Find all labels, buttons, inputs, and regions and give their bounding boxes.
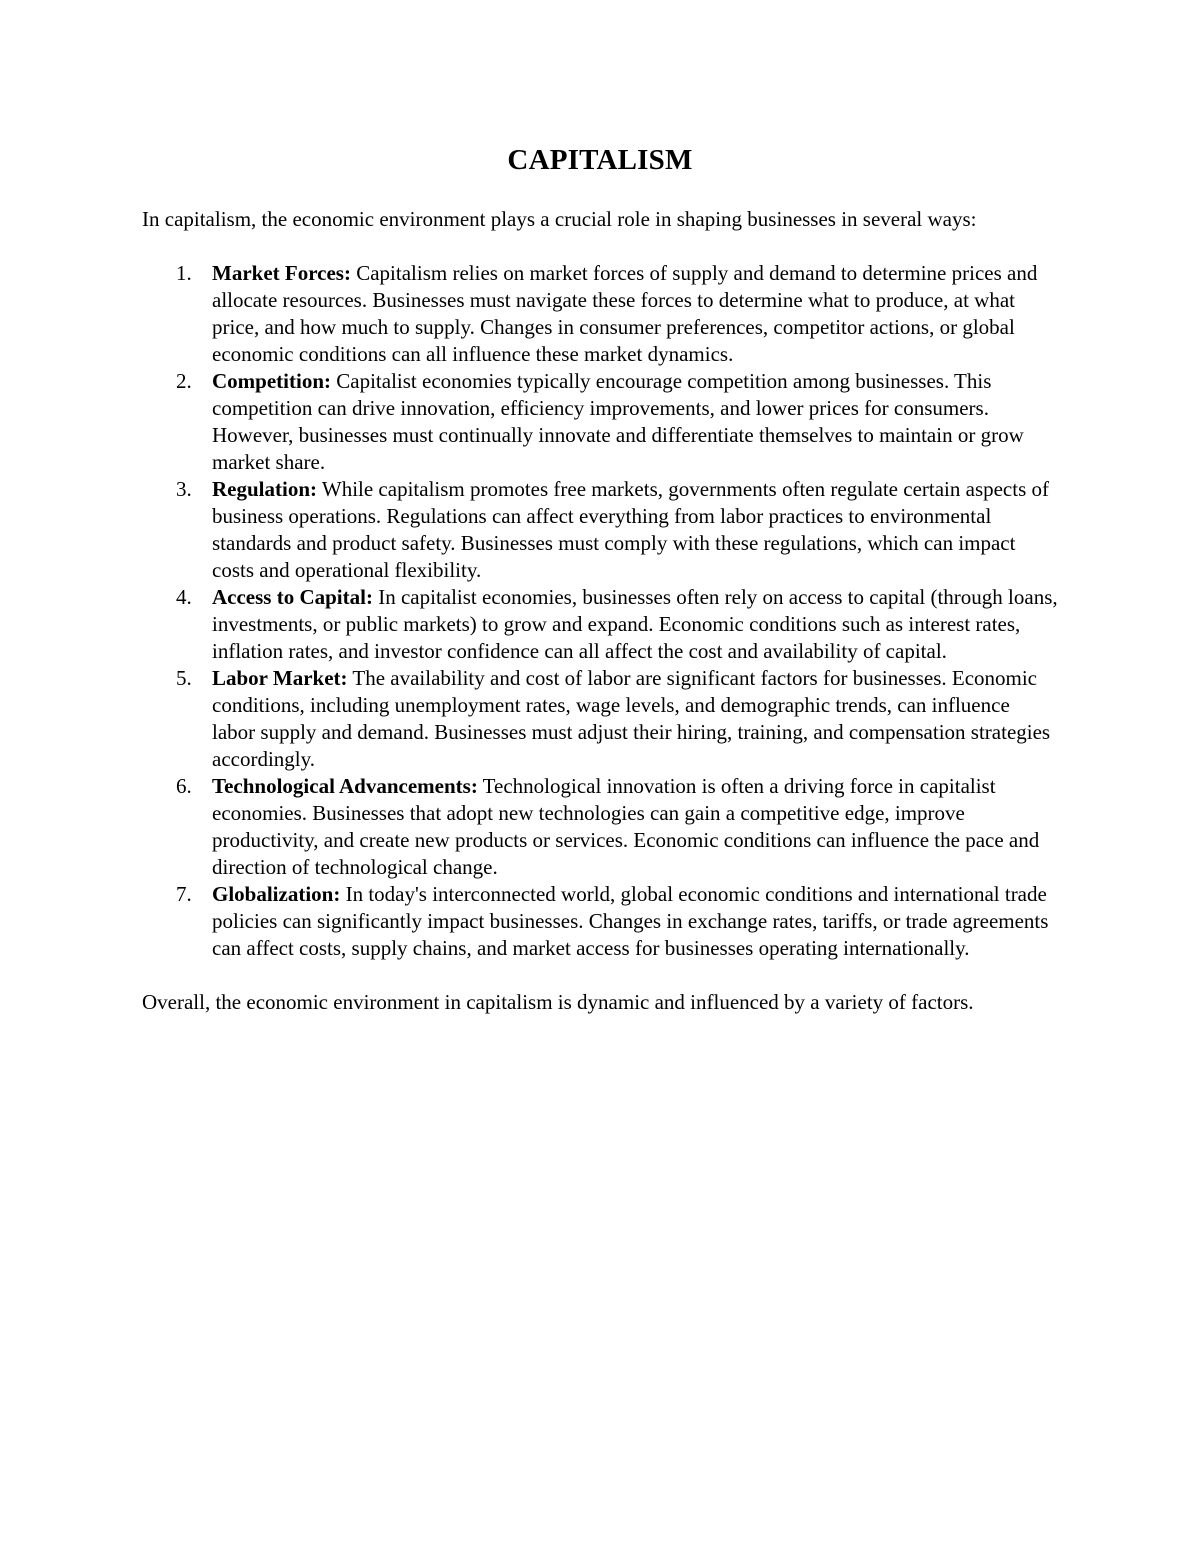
- list-item-text: In today's interconnected world, global economic conditions and international trade policies can significantly impact businesses. Changes in exchange rates, tariffs, or trade agreements can affect costs, supply chains, and market access for businesses operating internationally.: [212, 882, 1049, 960]
- document-title: CAPITALISM: [507, 144, 693, 176]
- list-item-text: While capitalism promotes free markets, governments often regulate certain aspects of business operations. Regulations can affect everything from labor practices to environmental standards and product safety. Businesses must comply with these regulations, which can impact costs and operational flexibility.: [212, 477, 1050, 582]
- list-item-heading: Globalization:: [212, 882, 341, 906]
- list-item: [142, 368, 1058, 476]
- intro-paragraph: In capitalism, the economic environment plays a crucial role in shaping businesses in several ways:: [142, 207, 977, 231]
- list-item-text: Technological innovation is often a driving force in capitalist economies. Businesses that adopt new technologies can gain a competitive edge, improve productivity, and create new products or services. Economic conditions can influence the pace and direction of technological change.: [212, 774, 1040, 879]
- list-item: [142, 773, 1058, 881]
- list-item-heading: Market Forces:: [212, 261, 351, 285]
- list-item-number: 4.: [176, 585, 192, 609]
- factor-list: [142, 260, 1058, 962]
- list-item-number: 6.: [176, 774, 192, 798]
- document-body: [142, 142, 1058, 1016]
- list-item-text: In capitalist economies, businesses often rely on access to capital (through loans, investments, or public markets) to grow and expand. Economic conditions such as interest rates, inflation rates, and investor confidence can all affect the cost and availability of capital.: [212, 585, 1058, 663]
- list-item-heading: Competition:: [212, 369, 331, 393]
- list-item: [142, 665, 1058, 773]
- list-item: [142, 260, 1058, 368]
- conclusion-paragraph: Overall, the economic environment in capitalism is dynamic and influenced by a variety of factors.: [142, 990, 974, 1014]
- list-item-heading: Regulation:: [212, 477, 317, 501]
- list-item: [142, 476, 1058, 584]
- list-item-heading: Labor Market:: [212, 666, 348, 690]
- list-item-number: 3.: [176, 477, 192, 501]
- list-item-text: The availability and cost of labor are significant factors for businesses. Economic conditions, including unemployment rates, wage levels, and demographic trends, can influence labor supply and demand. Businesses must adjust their hiring, training, and compensation strategies accordingly.: [212, 666, 1051, 771]
- list-item-heading: Access to Capital:: [212, 585, 373, 609]
- list-item-number: 2.: [176, 369, 192, 393]
- list-item-number: 1.: [176, 261, 192, 285]
- list-item-number: 5.: [176, 666, 192, 690]
- list-item-number: 7.: [176, 882, 192, 906]
- list-item-heading: Technological Advancements:: [212, 774, 478, 798]
- list-item-text: Capitalist economies typically encourage competition among businesses. This competition can drive innovation, efficiency improvements, and lower prices for consumers. However, businesses must continually innovate and differentiate themselves to maintain or grow market share.: [212, 369, 1024, 474]
- list-item: [142, 881, 1058, 962]
- list-item: [142, 584, 1058, 665]
- list-item-text: Capitalism relies on market forces of supply and demand to determine prices and allocate resources. Businesses must navigate these forces to determine what to produce, at what price, and how much to supply. Changes in consumer preferences, competitor actions, or global economic conditions can all influence these market dynamics.: [212, 261, 1038, 366]
